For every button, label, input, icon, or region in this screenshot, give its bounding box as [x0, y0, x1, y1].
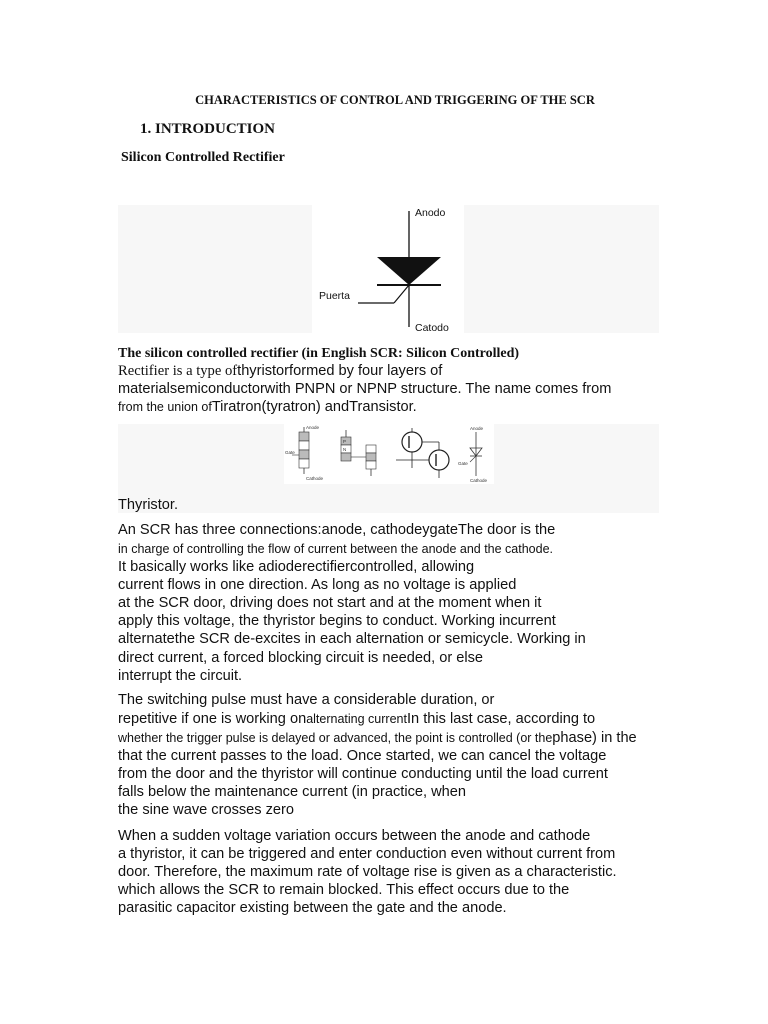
- fig2-gate-label: Gate: [285, 450, 295, 455]
- para4-line1: When a sudden voltage variation occurs between the anode and cathode: [118, 828, 591, 844]
- para3-line3a: whether the trigger pulse is delayed or advanced, the point is controlled (or the: [118, 731, 553, 745]
- para1-line2-serif: Rectifier is a type of: [118, 363, 238, 379]
- para3-line2b: alternating current: [306, 712, 407, 726]
- fig2-gate2-label: Gate: [458, 461, 468, 466]
- thyristor-structure-panel: [284, 424, 494, 484]
- para1-line2: [118, 363, 442, 380]
- fig2-n-label: N: [343, 447, 347, 452]
- para3-line3: [118, 730, 637, 747]
- para3-line6: falls below the maintenance current (in practice, when: [118, 784, 466, 800]
- para1-line4-main: Tiratron(tyratron) andTransistor.: [211, 399, 417, 415]
- fig2-cathode2-label: Cathode: [470, 478, 488, 483]
- para2-line5: at the SCR door, driving does not start and at the moment when it: [118, 595, 542, 611]
- para3-line7: the sine wave crosses zero: [118, 802, 295, 818]
- thyristor-caption: Thyristor.: [118, 497, 179, 513]
- para4-line3: door. Therefore, the maximum rate of voltage rise is given as a characteristic.: [118, 864, 617, 880]
- subheading-scr: Silicon Controlled Rectifier: [121, 150, 285, 165]
- para2-line1: An SCR has three connections:anode, cathodeygateThe door is the: [118, 522, 556, 538]
- para2-line2: in charge of controlling the flow of current between the anode and the cathode.: [118, 542, 554, 556]
- para4-line4: which allows the SCR to remain blocked. This effect occurs due to the: [118, 882, 570, 898]
- para1-line4-small: from the union of: [118, 400, 212, 414]
- para2-line4: current flows in one direction. As long as no voltage is applied: [118, 577, 517, 593]
- para1-line3: materialsemiconductorwith PNPN or NPNP structure. The name comes from: [118, 381, 612, 397]
- gate-label: Puerta: [319, 290, 350, 302]
- thyristor-structure-figure: [118, 424, 659, 513]
- para2-line6: apply this voltage, the thyristor begins to conduct. Working incurrent: [118, 613, 556, 629]
- cathode-label: Catodo: [415, 322, 449, 333]
- para3-line4: that the current passes to the load. Once started, we can cancel the voltage: [118, 748, 607, 764]
- para3-line1: The switching pulse must have a considerable duration, or: [118, 692, 495, 708]
- scr-symbol-figure: [118, 205, 659, 333]
- anode-label: Anodo: [415, 207, 446, 219]
- document-title: CHARACTERISTICS OF CONTROL AND TRIGGERING OF THE SCR: [195, 93, 595, 107]
- para1-line4: [118, 399, 417, 416]
- para3-line2a: repetitive if one is working on: [118, 711, 307, 727]
- para3-line5: from the door and the thyristor will continue conducting until the load current: [118, 766, 608, 782]
- para3-line2: [118, 711, 595, 728]
- fig2-cathode-label: Cathode: [306, 476, 324, 481]
- para1-bold-line: The silicon controlled rectifier (in English SCR: Silicon Controlled): [118, 346, 520, 361]
- para2-line9: interrupt the circuit.: [118, 668, 243, 684]
- para4-line5: parasitic capacitor existing between the gate and the anode.: [118, 900, 507, 916]
- para2-line8: direct current, a forced blocking circuit is needed, or else: [118, 650, 484, 666]
- scr-symbol-panel: [312, 205, 464, 333]
- para3-line3b: phase) in the: [552, 730, 637, 746]
- scr-symbol-icon: [312, 205, 464, 333]
- fig2-anode-label: Anode: [306, 425, 320, 430]
- para4-line2: a thyristor, it can be triggered and enter conduction even without current from: [118, 846, 616, 862]
- fig2-anode2-label: Anode: [470, 426, 484, 431]
- para1-line2-sans: thyristorformed by four layers of: [237, 363, 443, 379]
- para3-line2c: In this last case, according to: [406, 711, 596, 727]
- para2-line3: It basically works like adioderectifiercontrolled, allowing: [118, 559, 475, 575]
- thyristor-structure-icon: [284, 424, 494, 484]
- section-heading-introduction: 1. INTRODUCTION: [140, 121, 276, 137]
- fig2-p-label: P: [343, 439, 347, 444]
- para2-line7: alternatethe SCR de-excites in each alternation or semicycle. Working in: [118, 631, 586, 647]
